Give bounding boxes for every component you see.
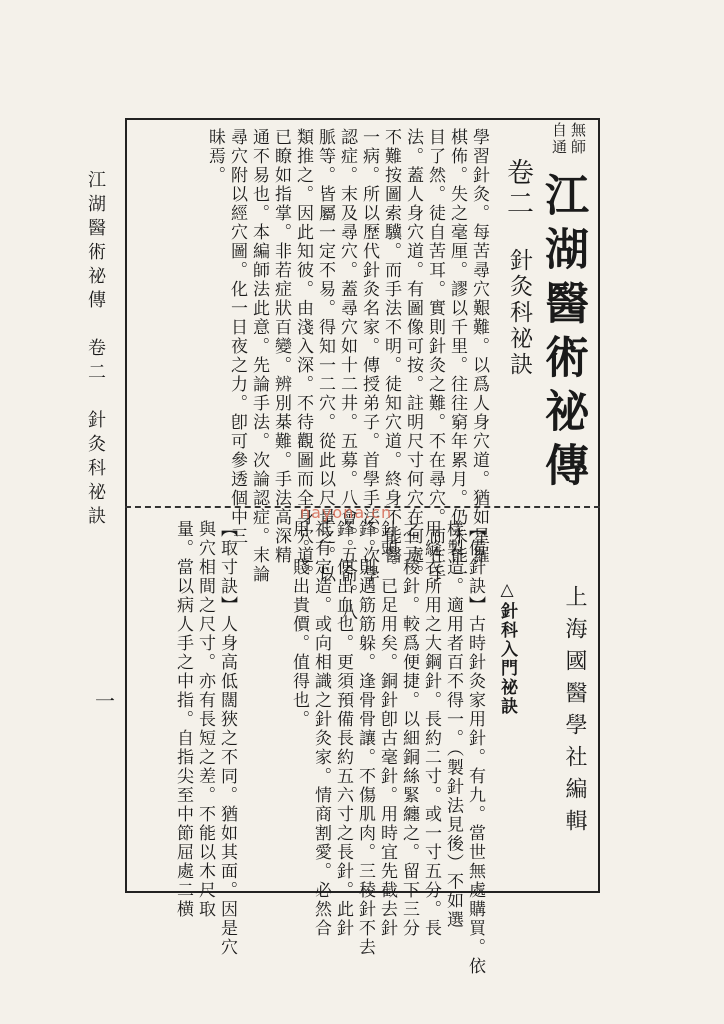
watermark: nayona.cn <box>300 503 393 522</box>
intro-column: 類推之。因此知彼。由淺入深。不待觀圖而全身穴道。 <box>293 128 313 584</box>
intro-column: 通不易也。本編師法此意。先論手法。次論認症。末論 <box>249 128 269 584</box>
section-column: 針頭。已足用矣。銅針卽古毫針。用時宜先截去針 <box>377 520 397 938</box>
intro-column: 脈等。皆屬一定不易。得知一二穴。從此以尺量之。以 <box>315 128 335 584</box>
section-column: 與穴相間之尺寸。亦有長短之差。不能以木尺取 <box>195 520 215 919</box>
intro-column: 尋穴附以經穴圖。化一日夜之力。卽可參透個中三 <box>227 128 247 546</box>
section-column: 【取寸訣】人身高低闊狹之不同。猶如其面。因是穴 <box>217 520 237 957</box>
book-title: 江湖醫術祕傳 <box>537 172 588 496</box>
section-column: 量。當以病人手之中指。自指尖至中節屈處二横 <box>173 520 193 919</box>
intro-column: 已瞭如指掌。非若症狀百變。辨別棊難。手法高深精 <box>271 128 291 565</box>
intro-column: 不難按圖索驥。而手法不明。徒知穴道。終身不能醫 <box>381 128 401 565</box>
section-column: 鋒。便出血也。更須預備長約五六寸之長針。此針 <box>333 520 353 938</box>
intro-column: 目了然。徒自苦耳。實則針灸之難。不在尋穴。而在手 <box>425 128 445 584</box>
page-number: 一 <box>95 689 115 713</box>
chapter-label: 卷二 <box>502 158 533 220</box>
intro-column: 一病。所以歷代針灸名家。傳授弟子。首學手法。次學 <box>359 128 379 584</box>
intro-column: 學習針灸。每苦尋穴艱難。以爲人身穴道。猶如星羅 <box>469 128 489 565</box>
section-column: 樣製造。適用者百不得一。（製針法見後）不如選 <box>443 520 463 930</box>
intro-column: 法。蓋人身穴道。有圖像可按。註明尺寸何穴在何處。 <box>403 128 423 584</box>
section-column: 鋒。則遇筋筋躲。逢骨骨讓。不傷肌肉。三稜針不去 <box>355 520 375 957</box>
intro-column: 昧焉。 <box>205 128 225 185</box>
intro-column: 棋佈。失之毫厘。謬以千里。往往窮年累月。仍未能一 <box>447 128 467 584</box>
publisher: 上海國醫學社編輯 <box>562 585 587 841</box>
intro-column: 認症。末及尋穴。蓋尋穴如十二井。五募。八會。五俞。八 <box>337 128 357 622</box>
section-heading: △針科入門祕訣 <box>497 580 517 716</box>
author-line-2: 自通 <box>550 122 568 156</box>
section-column: 【備針訣】古時針灸家用針。有九。當世無處購買。依 <box>465 520 485 976</box>
author-line-1: 無師 <box>569 122 587 156</box>
chapter-subject: 針灸科祕訣 <box>506 248 532 378</box>
section-column: 用縫衣所用之大鋼針。長約二寸。或一寸五分。長 <box>421 520 441 938</box>
section-column: 之三稜針。較爲便捷。以細銅絲緊纏之。留下三分 <box>399 520 419 938</box>
section-column: 用。賤出貴價。值得也。 <box>289 520 309 729</box>
section-column: 祗有定造。或向相識之針灸家。情商割愛。必然合 <box>311 520 331 938</box>
margin-title: 江湖醫術祕傳 卷二 針灸科祕訣 <box>85 170 106 530</box>
